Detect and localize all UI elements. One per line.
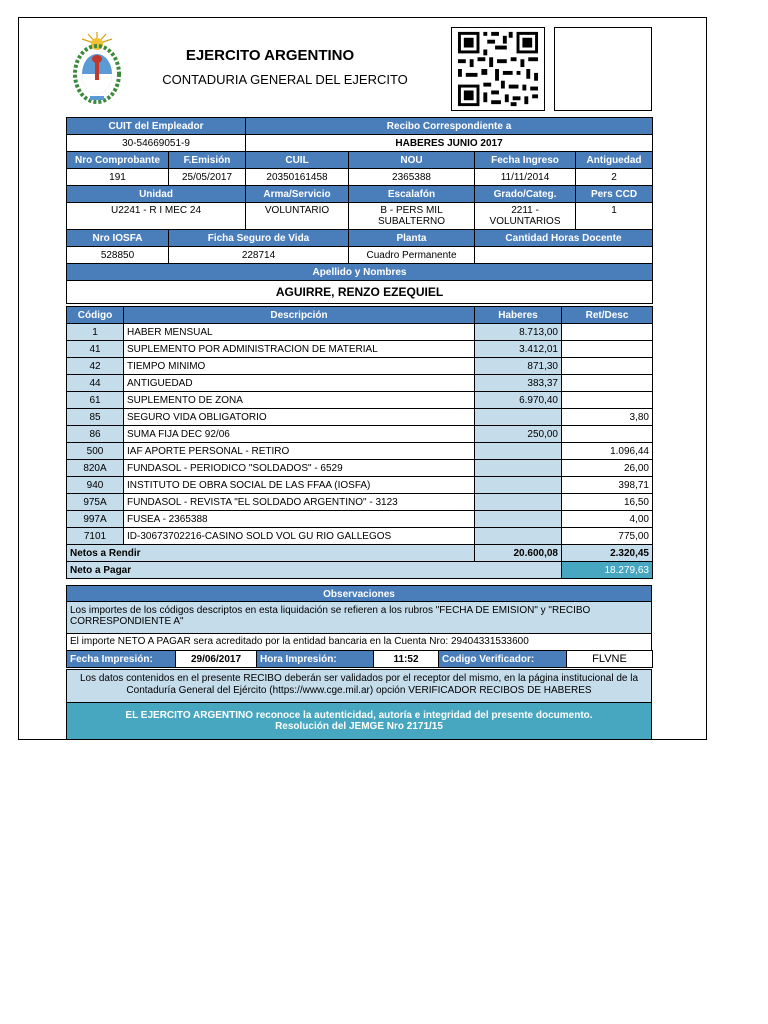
recibo-value: HABERES JUNIO 2017 (246, 135, 653, 152)
table-row (67, 375, 653, 392)
item-code: 1 (67, 324, 124, 341)
item-description: FUNDASOL - REVISTA "EL SOLDADO ARGENTINO" - 3123 (124, 494, 475, 511)
item-haberes (475, 477, 562, 494)
item-ret-desc: 16,50 (562, 494, 653, 511)
item-code: 42 (67, 358, 124, 375)
item-ret-desc: 1.096,44 (562, 443, 653, 460)
neto-pagar-label: Neto a Pagar (67, 562, 562, 579)
iosfa-value: 528850 (67, 247, 169, 264)
item-code: 61 (67, 392, 124, 409)
item-code: 940 (67, 477, 124, 494)
antiguedad-value: 2 (576, 169, 653, 186)
impresion-table (66, 650, 653, 668)
cuit-value: 30-54669051-9 (67, 135, 246, 152)
ficha-seguro-label: Ficha Seguro de Vida (169, 230, 349, 247)
item-ret-desc (562, 358, 653, 375)
item-description: SEGURO VIDA OBLIGATORIO (124, 409, 475, 426)
escalafon-label: Escalafón (349, 186, 475, 203)
item-haberes: 250,00 (475, 426, 562, 443)
table-row (67, 528, 653, 545)
item-description: IAF APORTE PERSONAL - RETIRO (124, 443, 475, 460)
netos-label: Netos a Rendir (67, 545, 475, 562)
item-haberes (475, 460, 562, 477)
nro-comprobante-label: Nro Comprobante (67, 152, 169, 169)
iosfa-label: Nro IOSFA (67, 230, 169, 247)
table-row (67, 341, 653, 358)
item-haberes: 8.713,00 (475, 324, 562, 341)
item-ret-desc: 398,71 (562, 477, 653, 494)
haberes-header: Haberes (475, 307, 562, 324)
item-haberes: 6.970,40 (475, 392, 562, 409)
grado-line-2: VOLUNTARIOS (489, 216, 561, 227)
fecha-impresion-value: 29/06/2017 (176, 651, 257, 668)
arma-label: Arma/Servicio (246, 186, 349, 203)
employee-info-table (66, 117, 653, 230)
item-description: HABER MENSUAL (124, 324, 475, 341)
horas-docente-value (475, 247, 653, 264)
item-haberes (475, 443, 562, 460)
item-ret-desc (562, 426, 653, 443)
nou-label: NOU (349, 152, 475, 169)
item-code: 44 (67, 375, 124, 392)
qr-code-icon (451, 27, 545, 111)
neto-pagar-value: 18.279,63 (562, 562, 653, 579)
cuil-label: CUIL (246, 152, 349, 169)
nou-value: 2365388 (349, 169, 475, 186)
descripcion-header: Descripción (124, 307, 475, 324)
blank-stamp-box (554, 27, 652, 111)
table-row (67, 460, 653, 477)
item-ret-desc: 4,00 (562, 511, 653, 528)
item-description: SUPLEMENTO DE ZONA (124, 392, 475, 409)
ficha-seguro-value: 228714 (169, 247, 349, 264)
escalafon-value (349, 203, 475, 230)
nro-comprobante-value: 191 (67, 169, 169, 186)
item-code: 41 (67, 341, 124, 358)
item-description: TIEMPO MINIMO (124, 358, 475, 375)
employee-name: AGUIRRE, RENZO EZEQUIEL (67, 281, 653, 304)
item-description: FUSEA - 2365388 (124, 511, 475, 528)
unidad-value: U2241 - R I MEC 24 (67, 203, 246, 230)
fecha-ingreso-label: Fecha Ingreso (475, 152, 576, 169)
item-haberes (475, 494, 562, 511)
grado-line-1: 2211 - (511, 205, 539, 216)
item-description: INSTITUTO DE OBRA SOCIAL DE LAS FFAA (IOSFA) (124, 477, 475, 494)
item-ret-desc: 3,80 (562, 409, 653, 426)
item-haberes (475, 409, 562, 426)
item-haberes: 3.412,01 (475, 341, 562, 358)
item-description: ID-30673702216-CASINO SOLD VOL GU RIO GALLEGOS (124, 528, 475, 545)
apellido-nombres-label: Apellido y Nombres (67, 264, 653, 281)
page-subtitle: CONTADURIA GENERAL DEL EJERCITO (162, 72, 408, 87)
items-body (67, 324, 653, 545)
cuenta-text: El importe NETO A PAGAR sera acreditado por la entidad bancaria en la Cuenta Nro: 29404331533600 (66, 633, 652, 651)
items-table (66, 306, 653, 579)
item-ret-desc (562, 375, 653, 392)
codigo-verificador-value: FLVNE (567, 651, 653, 668)
item-code: 820A (67, 460, 124, 477)
ret-desc-header: Ret/Desc (562, 307, 653, 324)
item-code: 86 (67, 426, 124, 443)
table-row (67, 477, 653, 494)
item-code: 500 (67, 443, 124, 460)
item-ret-desc (562, 324, 653, 341)
table-row (67, 358, 653, 375)
hora-impresion-label: Hora Impresión: (257, 651, 374, 668)
item-code: 85 (67, 409, 124, 426)
recibo-label: Recibo Correspondiente a (246, 118, 653, 135)
cuil-value: 20350161458 (246, 169, 349, 186)
planta-value: Cuadro Permanente (349, 247, 475, 264)
fecha-impresion-label: Fecha Impresión: (67, 651, 176, 668)
item-haberes: 871,30 (475, 358, 562, 375)
item-ret-desc (562, 341, 653, 358)
observaciones-text: Los importes de los códigos descriptos en esta liquidación se refieren a los rubros "FECHA DE EMISION" y "RECIBO CORRESPONDIENTE A" (66, 601, 652, 634)
item-ret-desc: 775,00 (562, 528, 653, 545)
unidad-label: Unidad (67, 186, 246, 203)
table-row (67, 494, 653, 511)
table-row (67, 511, 653, 528)
antiguedad-label: Antiguedad (576, 152, 653, 169)
codigo-verificador-label: Codigo Verificador: (439, 651, 567, 668)
iosfa-table (66, 229, 653, 304)
table-row (67, 409, 653, 426)
item-description: SUPLEMENTO POR ADMINISTRACION DE MATERIAL (124, 341, 475, 358)
footer-line-1: EL EJERCITO ARGENTINO reconoce la autenticidad, autoría e integridad del presente documento. (125, 710, 593, 721)
footer-block (66, 702, 652, 740)
f-emision-value: 25/05/2017 (169, 169, 246, 186)
table-row (67, 426, 653, 443)
item-haberes (475, 528, 562, 545)
grado-label: Grado/Categ. (475, 186, 576, 203)
observaciones-label: Observaciones (66, 585, 652, 602)
footer-line-2: Resolución del JEMGE Nro 2171/15 (275, 721, 443, 732)
escalafon-line-1: B - PERS MIL (380, 205, 443, 216)
table-row (67, 443, 653, 460)
item-ret-desc: 26,00 (562, 460, 653, 477)
validacion-text: Los datos contenidos en el presente RECIBO deberán ser validados por el receptor del mismo, en la página institucional de la Contaduría General del Ejército (https://www.cge.mil.ar) opción VERIFICADOR RECIBOS DE HABERES (66, 669, 652, 703)
page-title: EJERCITO ARGENTINO (185, 47, 355, 64)
grado-value (475, 203, 576, 230)
arma-value: VOLUNTARIO (246, 203, 349, 230)
cuit-label: CUIT del Empleador (67, 118, 246, 135)
codigo-header: Código (67, 307, 124, 324)
table-row (67, 324, 653, 341)
item-code: 975A (67, 494, 124, 511)
item-code: 997A (67, 511, 124, 528)
table-row (67, 392, 653, 409)
item-haberes: 383,37 (475, 375, 562, 392)
horas-docente-label: Cantidad Horas Docente (475, 230, 653, 247)
item-haberes (475, 511, 562, 528)
fecha-ingreso-value: 11/11/2014 (475, 169, 576, 186)
pers-ccd-label: Pers CCD (576, 186, 653, 203)
netos-haberes: 20.600,08 (475, 545, 562, 562)
item-description: ANTIGUEDAD (124, 375, 475, 392)
item-description: FUNDASOL - PERIODICO "SOLDADOS" - 6529 (124, 460, 475, 477)
planta-label: Planta (349, 230, 475, 247)
hora-impresion-value: 11:52 (374, 651, 439, 668)
item-description: SUMA FIJA DEC 92/06 (124, 426, 475, 443)
pers-ccd-value: 1 (576, 203, 653, 230)
netos-ret: 2.320,45 (562, 545, 653, 562)
f-emision-label: F.Emisión (169, 152, 246, 169)
item-code: 7101 (67, 528, 124, 545)
escalafon-line-2: SUBALTERNO (377, 216, 446, 227)
item-ret-desc (562, 392, 653, 409)
coat-of-arms-icon (68, 30, 126, 108)
